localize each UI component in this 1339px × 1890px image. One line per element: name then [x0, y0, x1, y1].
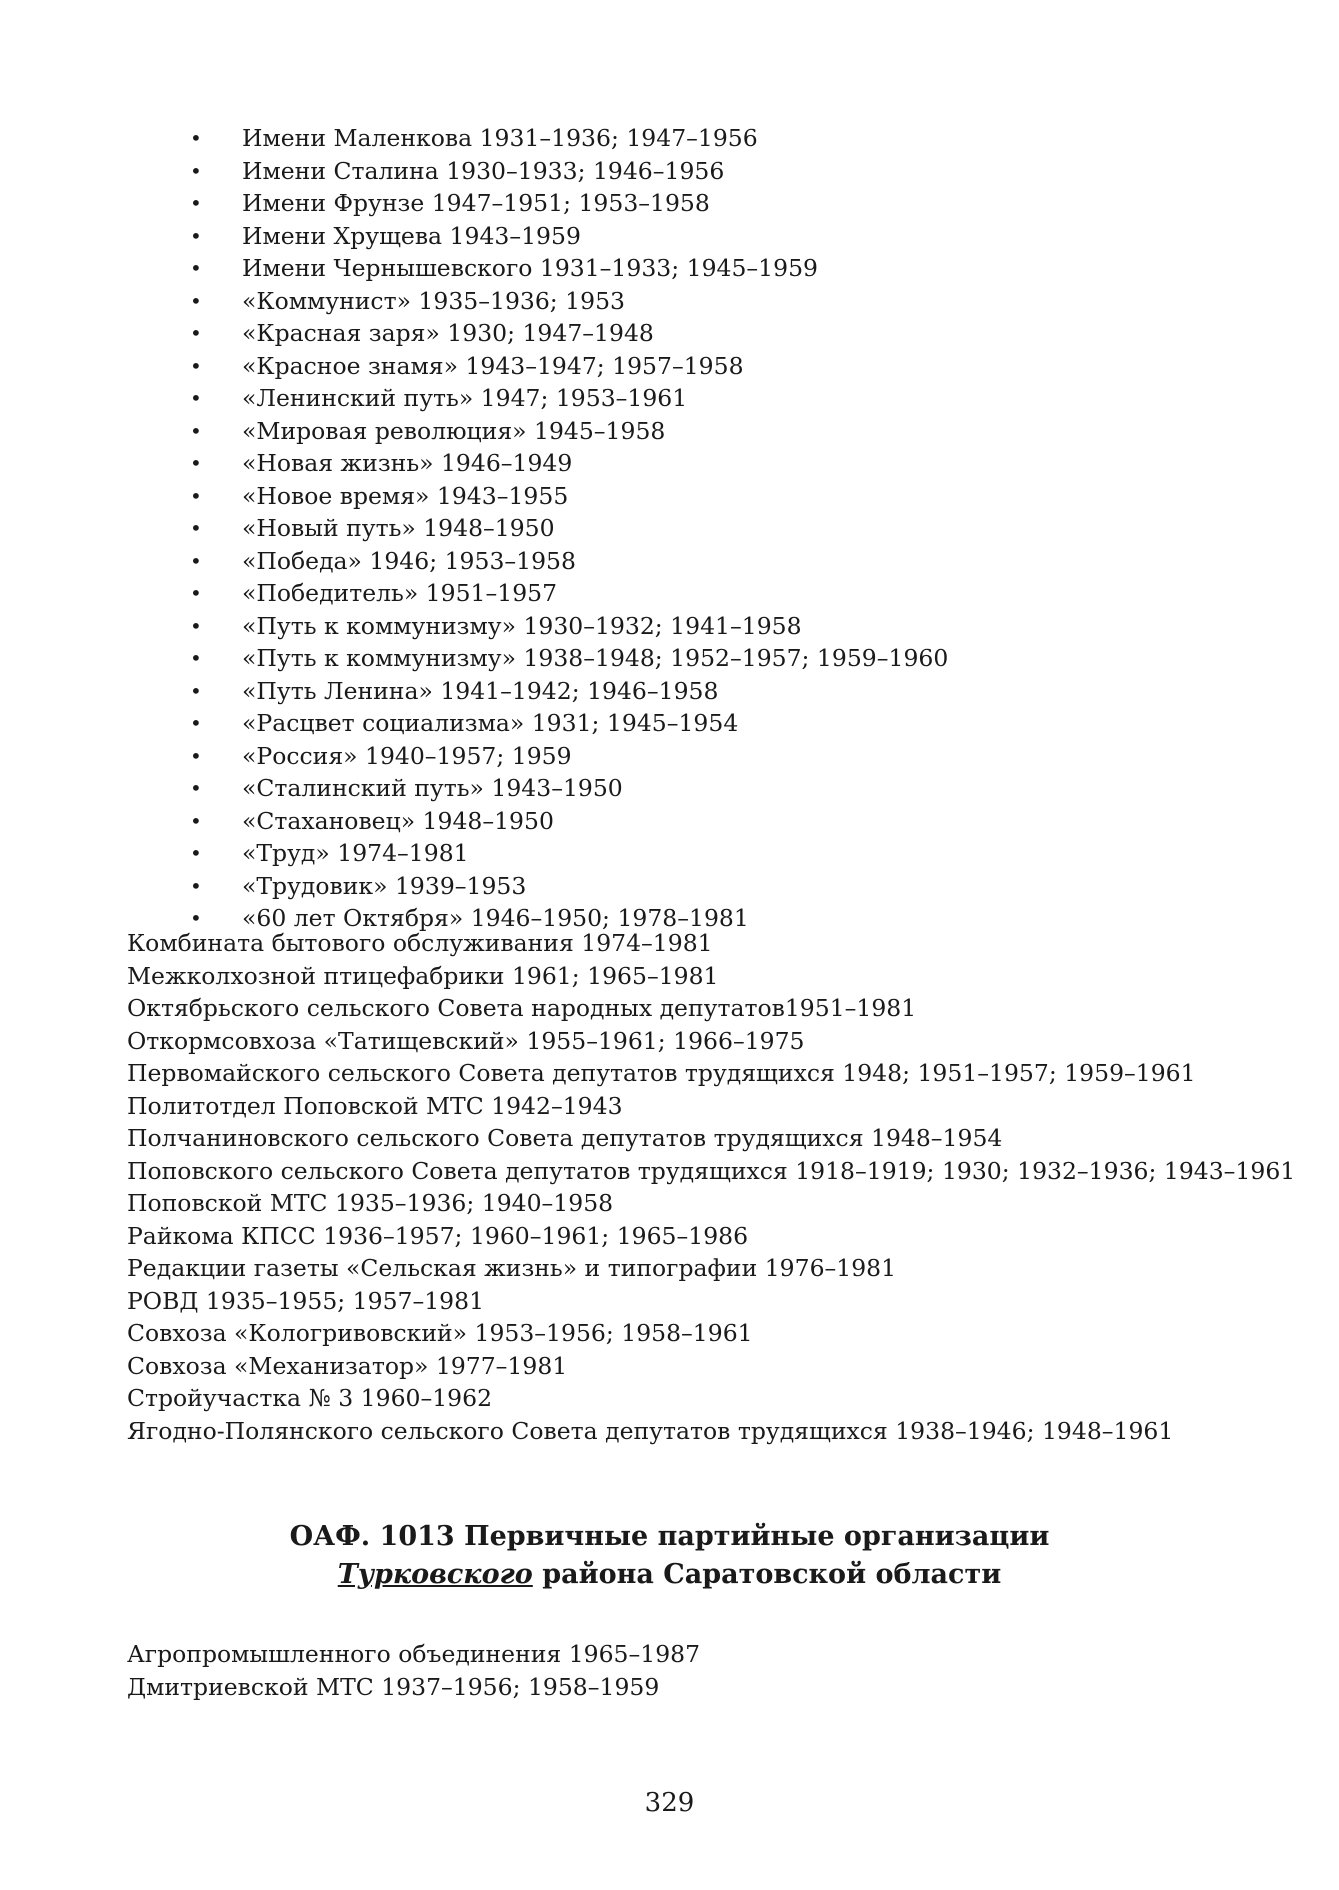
- bullet-list-item: [184, 415, 948, 448]
- bullet-item-text: «Сталинский путь» 1943–1950: [242, 774, 623, 802]
- section-organizations-list: [127, 1638, 700, 1703]
- bullet-list-item: [184, 545, 948, 578]
- bullet-list-item: [184, 382, 948, 415]
- bullet-list-item: [184, 122, 948, 155]
- bullet-icon: •: [190, 223, 202, 248]
- bullet-item-text: Имени Фрунзе 1947–1951; 1953–1958: [242, 189, 710, 217]
- organization-list-item: Совхоза «Механизатор» 1977–1981: [127, 1351, 568, 1380]
- organization-list-item: Комбината бытового обслуживания 1974–1981: [127, 929, 713, 957]
- organization-list-item: Первомайского сельского Совета депутатов трудящихся 1948; 1951–1957; 1959–1961: [127, 1059, 1196, 1087]
- bullet-icon: •: [190, 581, 202, 605]
- bullet-item-text: «Коммунист» 1935–1936; 1953: [242, 286, 625, 315]
- bullet-icon: •: [190, 353, 202, 378]
- section-organization-list-item: Дмитриевской МТС 1937–1956; 1958–1959: [127, 1672, 660, 1701]
- bullet-list-item: [184, 675, 948, 708]
- bullet-list-item: [184, 772, 948, 805]
- organization-list-item: РОВД 1935–1955; 1957–1981: [127, 1286, 485, 1315]
- organization-list-item: Октябрьского сельского Совета народных депутатов1951–1981: [127, 994, 917, 1022]
- organization-list-item: Откормсовхоза «Татищевский» 1955–1961; 1966–1975: [127, 1026, 805, 1055]
- bullet-item-text: «Труд» 1974–1981: [242, 839, 469, 867]
- bullet-icon: •: [190, 126, 202, 150]
- bullet-list-item: [184, 480, 948, 513]
- bullet-icon: •: [190, 288, 202, 313]
- bullet-item-text: «Победа» 1946; 1953–1958: [242, 546, 576, 575]
- bullet-item-text: «Красная заря» 1930; 1947–1948: [242, 319, 654, 347]
- bullet-item-text: «Красное знамя» 1943–1947; 1957–1958: [242, 351, 744, 380]
- bullet-icon: •: [190, 158, 202, 183]
- section-heading-line-1: ОАФ. 1013 Первичные партийные организации: [289, 1521, 1050, 1552]
- bullet-list-item: [184, 642, 948, 675]
- bullet-icon: •: [190, 483, 202, 508]
- organization-list-item: Полчаниновского сельского Совета депутатов трудящихся 1948–1954: [127, 1124, 1003, 1152]
- bullet-list-item: [184, 252, 948, 285]
- bullet-list-item: [184, 805, 948, 838]
- bullet-item-text: «Новый путь» 1948–1950: [242, 514, 555, 542]
- bullet-item-text: «Трудовик» 1939–1953: [242, 871, 527, 900]
- bullet-item-text: «Победитель» 1951–1957: [242, 579, 558, 607]
- bullet-list-item: [184, 155, 948, 188]
- bullet-icon: •: [190, 386, 202, 410]
- bullet-item-text: «Россия» 1940–1957; 1959: [242, 741, 572, 770]
- bullet-item-text: «Путь Ленина» 1941–1942; 1946–1958: [242, 676, 719, 705]
- bullet-item-text: «60 лет Октября» 1946–1950; 1978–1981: [242, 904, 749, 932]
- organization-list-item: Поповской МТС 1935–1936; 1940–1958: [127, 1189, 614, 1217]
- bullet-icon: •: [190, 873, 202, 898]
- bullet-item-text: «Новая жизнь» 1946–1949: [242, 449, 573, 477]
- organization-list-item: Райкома КПСС 1936–1957; 1960–1961; 1965–1986: [127, 1221, 749, 1250]
- bullet-icon: •: [190, 516, 202, 540]
- bullet-list-item: [184, 187, 948, 220]
- bullet-list-item: [184, 870, 948, 903]
- bullet-icon: •: [190, 841, 202, 865]
- bullet-item-text: «Ленинский путь» 1947; 1953–1961: [242, 384, 688, 412]
- bullet-list-item: [184, 447, 948, 480]
- bullet-item-text: «Расцвет социализма» 1931; 1945–1954: [242, 709, 739, 737]
- bullet-item-text: Имени Маленкова 1931–1936; 1947–1956: [242, 124, 758, 152]
- bullet-list-item: [184, 220, 948, 253]
- bullet-list-item: [184, 707, 948, 740]
- bullet-item-text: Имени Чернышевского 1931–1933; 1945–1959: [242, 254, 818, 282]
- organization-list-item: Поповского сельского Совета депутатов трудящихся 1918–1919; 1930; 1932–1936; 1943–1961: [127, 1156, 1296, 1185]
- bullet-icon: •: [190, 321, 202, 345]
- bullet-list-item: [184, 317, 948, 350]
- bullet-item-text: «Мировая революция» 1945–1958: [242, 416, 666, 445]
- organization-list-item: Стройучастка № 3 1960–1962: [127, 1384, 493, 1412]
- section-organization-list-item: Агропромышленного объединения 1965–1987: [127, 1640, 701, 1668]
- bullet-icon: •: [190, 256, 202, 280]
- bullet-icon: •: [190, 678, 202, 703]
- bullet-icon: •: [190, 743, 202, 768]
- organizations-list: [127, 927, 1295, 1447]
- bullet-list-item: [184, 577, 948, 610]
- section-heading: [127, 1518, 1212, 1594]
- organization-list-item: Редакции газеты «Сельская жизнь» и типографии 1976–1981: [127, 1254, 897, 1282]
- bullet-item-text: «Стахановец» 1948–1950: [242, 806, 554, 835]
- bullet-icon: •: [190, 776, 202, 800]
- bullet-item-text: «Путь к коммунизму» 1930–1932; 1941–1958: [242, 611, 802, 640]
- bullet-icon: •: [190, 548, 202, 573]
- bullet-list-item: [184, 740, 948, 773]
- collective-farms-bullet-list: [184, 122, 948, 935]
- page-number: 329: [644, 1788, 695, 1818]
- section-heading-line-2: [127, 1556, 1212, 1594]
- bullet-list-item: [184, 837, 948, 870]
- section-heading-district-name: Турковского: [337, 1559, 533, 1590]
- bullet-item-text: Имени Хрущева 1943–1959: [242, 221, 581, 250]
- bullet-icon: •: [190, 711, 202, 735]
- bullet-list-item: [184, 610, 948, 643]
- bullet-icon: •: [190, 808, 202, 833]
- bullet-item-text: «Путь к коммунизму» 1938–1948; 1952–1957; 1959–1960: [242, 644, 949, 672]
- bullet-list-item: [184, 285, 948, 318]
- bullet-list-item: [184, 512, 948, 545]
- organization-list-item: Политотдел Поповской МТС 1942–1943: [127, 1091, 623, 1120]
- organization-list-item: Ягодно-Полянского сельского Совета депутатов трудящихся 1938–1946; 1948–1961: [127, 1416, 1174, 1445]
- organization-list-item: Совхоза «Кологривовский» 1953–1956; 1958–1961: [127, 1319, 753, 1347]
- organization-list-item: Межколхозной птицефабрики 1961; 1965–1981: [127, 961, 719, 990]
- bullet-icon: •: [190, 646, 202, 670]
- bullet-icon: •: [190, 418, 202, 443]
- section-heading-line-2-rest: района Саратовской области: [532, 1559, 1002, 1590]
- bullet-item-text: Имени Сталина 1930–1933; 1946–1956: [242, 156, 725, 185]
- bullet-icon: •: [190, 906, 202, 930]
- bullet-icon: •: [190, 191, 202, 215]
- bullet-icon: •: [190, 451, 202, 475]
- bullet-list-item: [184, 350, 948, 383]
- bullet-item-text: «Новое время» 1943–1955: [242, 481, 569, 510]
- bullet-icon: •: [190, 613, 202, 638]
